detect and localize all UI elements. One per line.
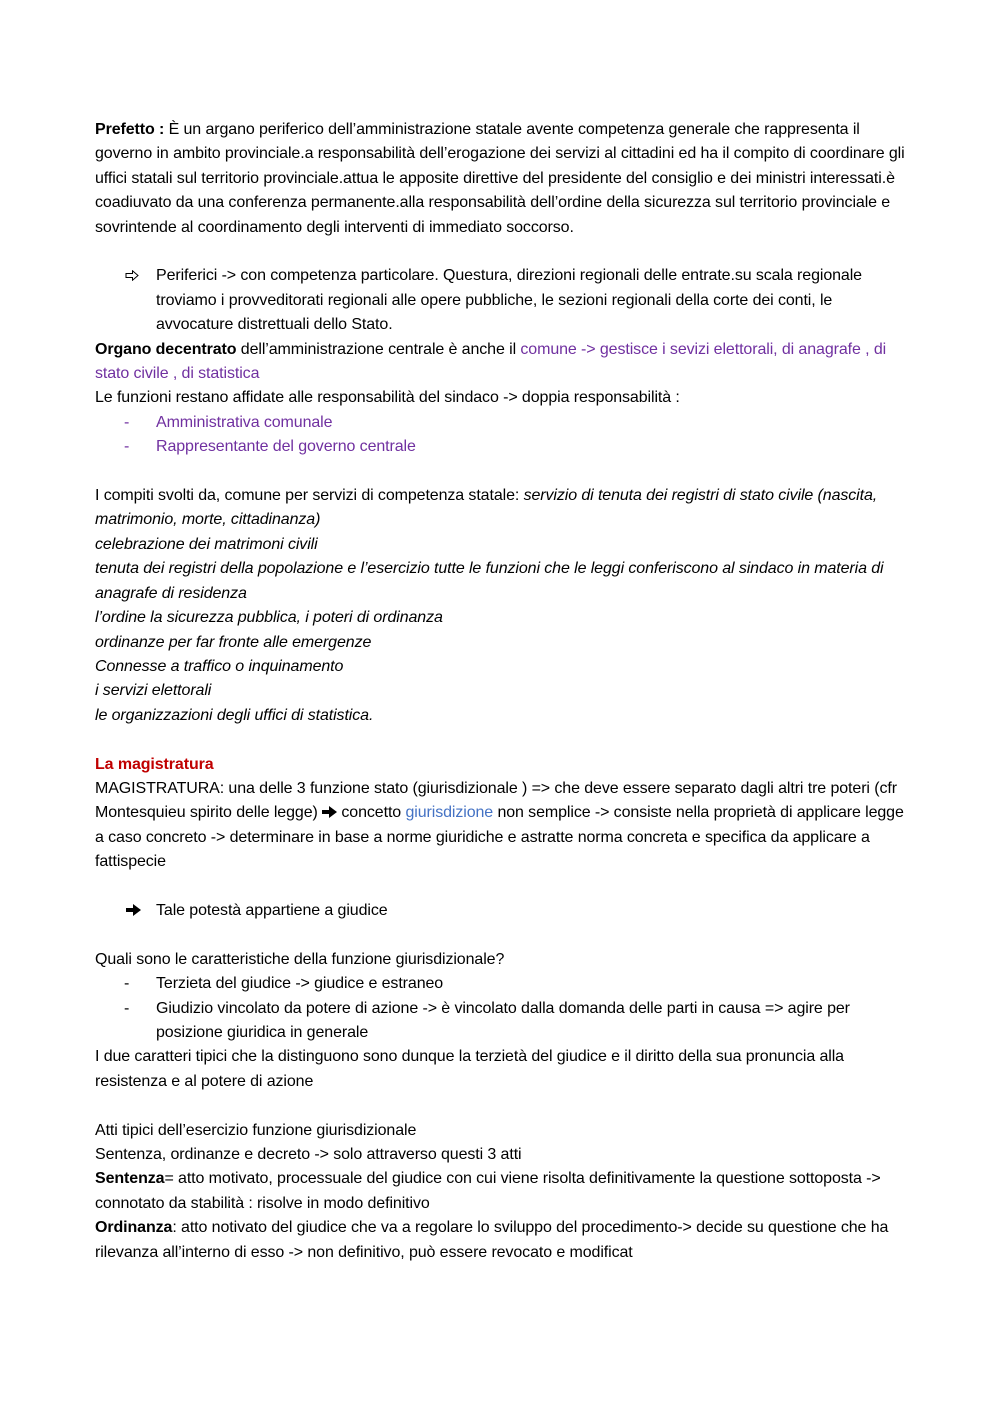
organo-paragraph <box>95 338 910 387</box>
prefetto-text: È un argano periferico dell’amministrazione statale avente competenza generale che rappresenta il governo in ambito provinciale.a responsabilità dell’erogazione dei servizi al cittadini ed ha il compito di coordinare gli uffici statali sul territorio provinciale.attua le apposite direttive del presidente del consiglio e dei ministri interessati.è coadiuvato da una conferenza permanente.alla responsabilità dell’ordine della sicurezza sul territorio provinciale e sovrintende al coordinamento degli interventi di immediato soccorso. <box>95 121 905 236</box>
ordinanza-label: Ordinanza <box>95 1219 173 1237</box>
magistratura-paragraph: MAGISTRATURA: una delle 3 funzione stato (giurisdizionale ) => che deve essere separato dagli altri tre poteri (cfr Montesquieu spirito delle legge) concetto giurisdizione non semplice -> consiste nella proprietà di applicare legge a caso concreto -> determinare in base a norme giuridiche e astratte norma concreta e specifica da applicare a fattispecie <box>95 779 904 871</box>
dash-bullet: - <box>124 975 130 993</box>
funzioni-item <box>95 411 910 435</box>
atti-subtitle: Sentenza, ordinanze e decreto -> solo attraverso questi 3 atti <box>95 1145 522 1163</box>
funzioni-item-label: Rappresentante del governo centrale <box>156 438 416 456</box>
periferici-list-item <box>95 264 910 337</box>
funzioni-paragraph: Le funzioni restano affidate alle responsabilità del sindaco -> doppia responsabilità : <box>95 389 680 407</box>
dash-bullet: - <box>124 438 130 456</box>
document-page <box>95 118 910 1265</box>
ordinanza-paragraph <box>95 1216 910 1265</box>
compiti-intro: I compiti svolti da, comune per servizi di competenza statale: <box>95 487 524 505</box>
compiti-line: ordinanze per far fronte alle emergenze <box>95 633 372 651</box>
compiti-line: servizio di tenuta dei registri di stato civile (nascita, matrimonio, morte, cittadinanza) <box>95 487 878 529</box>
compiti-line: l’ordine la sicurezza pubblica, i poteri di ordinanza <box>95 609 443 627</box>
periferici-text: Periferici -> con competenza particolare. Questura, direzioni regionali delle entrate.su scala regionale troviamo i provveditorati regionali alle opere pubbliche, le sezioni regionali della corte dei conti, le avvocature distrettuali dello Stato. <box>156 267 862 334</box>
caratteristiche-summary: I due caratteri tipici che la distinguono sono dunque la terzietà del giudice e il diritto della sua pronuncia alla resistenza e al potere di azione <box>95 1048 844 1090</box>
compiti-line: celebrazione dei matrimoni civili <box>95 535 318 553</box>
compiti-paragraph <box>95 484 910 533</box>
funzioni-item-label: Amministrativa comunale <box>156 413 333 431</box>
outline-right-arrow-icon <box>125 270 139 281</box>
organo-highlight: comune -> gestisce i sevizi elettorali, di anagrafe , di stato civile , di statistica <box>95 340 887 383</box>
giurisdizione-highlight: giurisdizione <box>405 804 494 822</box>
potesta-text: Tale potestà appartiene a giudice <box>156 901 388 919</box>
caratteristiche-question: Quali sono le caratteristiche della funzione giurisdizionale? <box>95 950 505 968</box>
magistratura-heading: La magistratura <box>95 755 214 773</box>
funzioni-item <box>95 435 910 459</box>
prefetto-paragraph <box>95 118 910 240</box>
solid-right-arrow-icon <box>126 904 141 916</box>
solid-right-arrow-icon <box>322 806 337 818</box>
organo-text: dell’amministrazione centrale è anche il <box>236 340 521 358</box>
ordinanza-text: : atto notivato del giudice che va a regolare lo sviluppo del procedimento-> decide su questione che ha rilevanza all’interno di esso -> non definitivo, può essere revocato e modificat <box>95 1219 889 1261</box>
compiti-line: le organizzazioni degli uffici di statistica. <box>95 706 374 724</box>
prefetto-label: Prefetto : <box>95 121 165 138</box>
compiti-line: i servizi elettorali <box>95 682 212 700</box>
potesta-list-item <box>95 899 910 923</box>
sentenza-paragraph <box>95 1167 910 1216</box>
dash-bullet: - <box>124 413 130 431</box>
compiti-line: Connesse a traffico o inquinamento <box>95 657 344 675</box>
caratteristiche-item-label: Terzieta del giudice -> giudice e estraneo <box>156 975 444 993</box>
dash-bullet: - <box>124 999 130 1017</box>
organo-label: Organo decentrato <box>95 340 237 358</box>
sentenza-text: = atto motivato, processuale del giudice con cui viene risolta definitivamente la questione sottoposta -> connotato da stabilità : risolve in modo definitivo <box>95 1170 881 1212</box>
atti-title: Atti tipici dell’esercizio funzione giurisdizionale <box>95 1121 417 1139</box>
compiti-line: tenuta dei registri della popolazione e l’esercizio tutte le funzioni che le leggi conferiscono al sindaco in materia di anagrafe di residenza <box>95 560 884 602</box>
caratteristiche-item <box>95 997 910 1046</box>
caratteristiche-item <box>95 972 910 996</box>
caratteristiche-item-label: Giudizio vincolato da potere di azione -> è vincolato dalla domanda delle parti in causa => agire per posizione giuridica in generale <box>156 999 850 1041</box>
sentenza-label: Sentenza <box>95 1170 165 1188</box>
